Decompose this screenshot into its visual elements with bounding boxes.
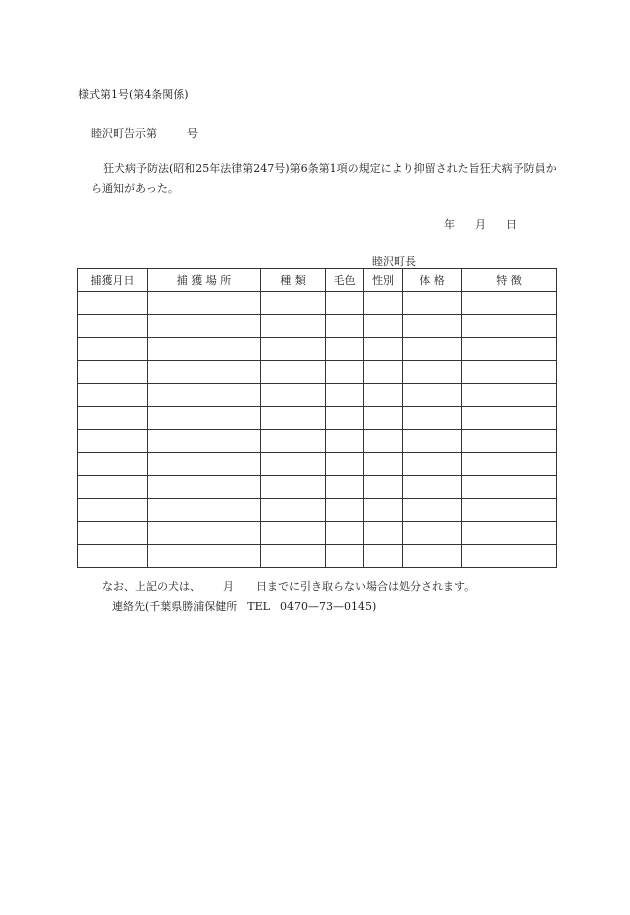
date-line <box>444 216 517 232</box>
table-cell <box>462 292 557 315</box>
table-body <box>78 292 557 568</box>
table-cell <box>403 407 462 430</box>
table-cell <box>403 315 462 338</box>
table-cell <box>403 361 462 384</box>
contact-tel-label: TEL <box>247 600 270 613</box>
table-cell <box>326 292 364 315</box>
table-cell <box>364 384 403 407</box>
table-cell <box>364 315 403 338</box>
footer-note-part1: なお、上記の犬は、 <box>102 580 201 593</box>
table-cell <box>78 292 148 315</box>
table-row <box>78 407 557 430</box>
table-cell <box>78 407 148 430</box>
contact-line <box>112 598 376 614</box>
table-cell <box>148 315 261 338</box>
contact-tel: 0470—73—0145) <box>279 600 377 613</box>
table-cell <box>364 545 403 568</box>
table-cell <box>364 361 403 384</box>
table-cell <box>326 407 364 430</box>
table-cell <box>364 407 403 430</box>
table-cell <box>462 361 557 384</box>
table-cell <box>78 545 148 568</box>
date-month: 月 <box>475 218 486 231</box>
table-cell <box>462 384 557 407</box>
table-cell <box>462 476 557 499</box>
table-cell <box>78 361 148 384</box>
table-cell <box>364 292 403 315</box>
table-cell <box>462 430 557 453</box>
table-cell <box>148 453 261 476</box>
table-row <box>78 476 557 499</box>
table-cell <box>326 476 364 499</box>
table-cell <box>462 522 557 545</box>
table-cell <box>364 430 403 453</box>
table-cell <box>403 476 462 499</box>
table-header-row <box>78 269 557 292</box>
table-cell <box>148 430 261 453</box>
footer-note-part2: 日までに引き取らない場合は処分されます。 <box>256 580 476 593</box>
table-cell <box>261 361 326 384</box>
table-cell <box>261 499 326 522</box>
table-row <box>78 292 557 315</box>
table-cell <box>403 522 462 545</box>
table-cell <box>261 476 326 499</box>
table-cell <box>462 407 557 430</box>
table-cell <box>148 522 261 545</box>
table-cell <box>78 430 148 453</box>
issuer: 睦沢町長 <box>372 255 416 268</box>
date-year: 年 <box>444 218 455 231</box>
table-cell <box>148 476 261 499</box>
table-cell <box>403 338 462 361</box>
table-cell <box>78 499 148 522</box>
table-cell <box>78 476 148 499</box>
table-cell <box>364 338 403 361</box>
table-cell <box>78 384 148 407</box>
header-coat-color: 毛色 <box>326 269 364 292</box>
table-cell <box>326 499 364 522</box>
table-cell <box>403 499 462 522</box>
table-cell <box>403 384 462 407</box>
form-number: 様式第1号(第4条関係) <box>78 88 189 101</box>
footer-note <box>102 578 475 594</box>
table-cell <box>364 499 403 522</box>
table-cell <box>462 315 557 338</box>
capture-table <box>77 268 557 568</box>
table-cell <box>403 430 462 453</box>
table-row <box>78 338 557 361</box>
contact-label: 連絡先(千葉県勝浦保健所 <box>112 600 238 613</box>
table-cell <box>364 453 403 476</box>
table-cell <box>148 338 261 361</box>
table-cell <box>148 545 261 568</box>
header-features: 特 徴 <box>462 269 557 292</box>
table-row <box>78 522 557 545</box>
table-cell <box>326 361 364 384</box>
table-cell <box>364 476 403 499</box>
table-cell <box>78 453 148 476</box>
table-cell <box>261 292 326 315</box>
table-cell <box>261 522 326 545</box>
table-cell <box>403 292 462 315</box>
table-cell <box>403 545 462 568</box>
table-cell <box>148 292 261 315</box>
table-cell <box>78 522 148 545</box>
notice-suffix: 号 <box>187 127 198 140</box>
table-row <box>78 384 557 407</box>
table-cell <box>462 545 557 568</box>
table-cell <box>261 430 326 453</box>
table-cell <box>326 545 364 568</box>
table-cell <box>462 338 557 361</box>
table-cell <box>261 545 326 568</box>
table-cell <box>261 315 326 338</box>
table-cell <box>78 315 148 338</box>
date-day: 日 <box>506 218 517 231</box>
table-cell <box>364 522 403 545</box>
table-row <box>78 545 557 568</box>
table-row <box>78 430 557 453</box>
table-row <box>78 499 557 522</box>
notice-prefix: 睦沢町告示第 <box>91 127 157 140</box>
header-breed: 種 類 <box>261 269 326 292</box>
table-row <box>78 315 557 338</box>
notice-number-line <box>91 125 198 141</box>
table-cell <box>148 499 261 522</box>
table-cell <box>326 384 364 407</box>
header-sex: 性別 <box>364 269 403 292</box>
table-row <box>78 361 557 384</box>
table-row <box>78 453 557 476</box>
table-cell <box>78 338 148 361</box>
table-cell <box>326 453 364 476</box>
table-cell <box>326 522 364 545</box>
header-capture-place: 捕 獲 場 所 <box>148 269 261 292</box>
footer-note-month: 月 <box>223 580 234 593</box>
table-cell <box>261 453 326 476</box>
table-cell <box>261 407 326 430</box>
table-cell <box>148 361 261 384</box>
table-cell <box>326 315 364 338</box>
table-cell <box>403 453 462 476</box>
notice-body-text: 狂犬病予防法(昭和25年法律第247号)第6条第1項の規定により抑留された旨狂犬病予防員から通知があった。 <box>91 162 557 195</box>
header-capture-date: 捕獲月日 <box>78 269 148 292</box>
table-cell <box>326 338 364 361</box>
table-cell <box>148 407 261 430</box>
table-cell <box>462 453 557 476</box>
table-cell <box>326 430 364 453</box>
table-cell <box>261 338 326 361</box>
header-build: 体 格 <box>403 269 462 292</box>
table-cell <box>462 499 557 522</box>
table-cell <box>261 384 326 407</box>
table-cell <box>148 384 261 407</box>
